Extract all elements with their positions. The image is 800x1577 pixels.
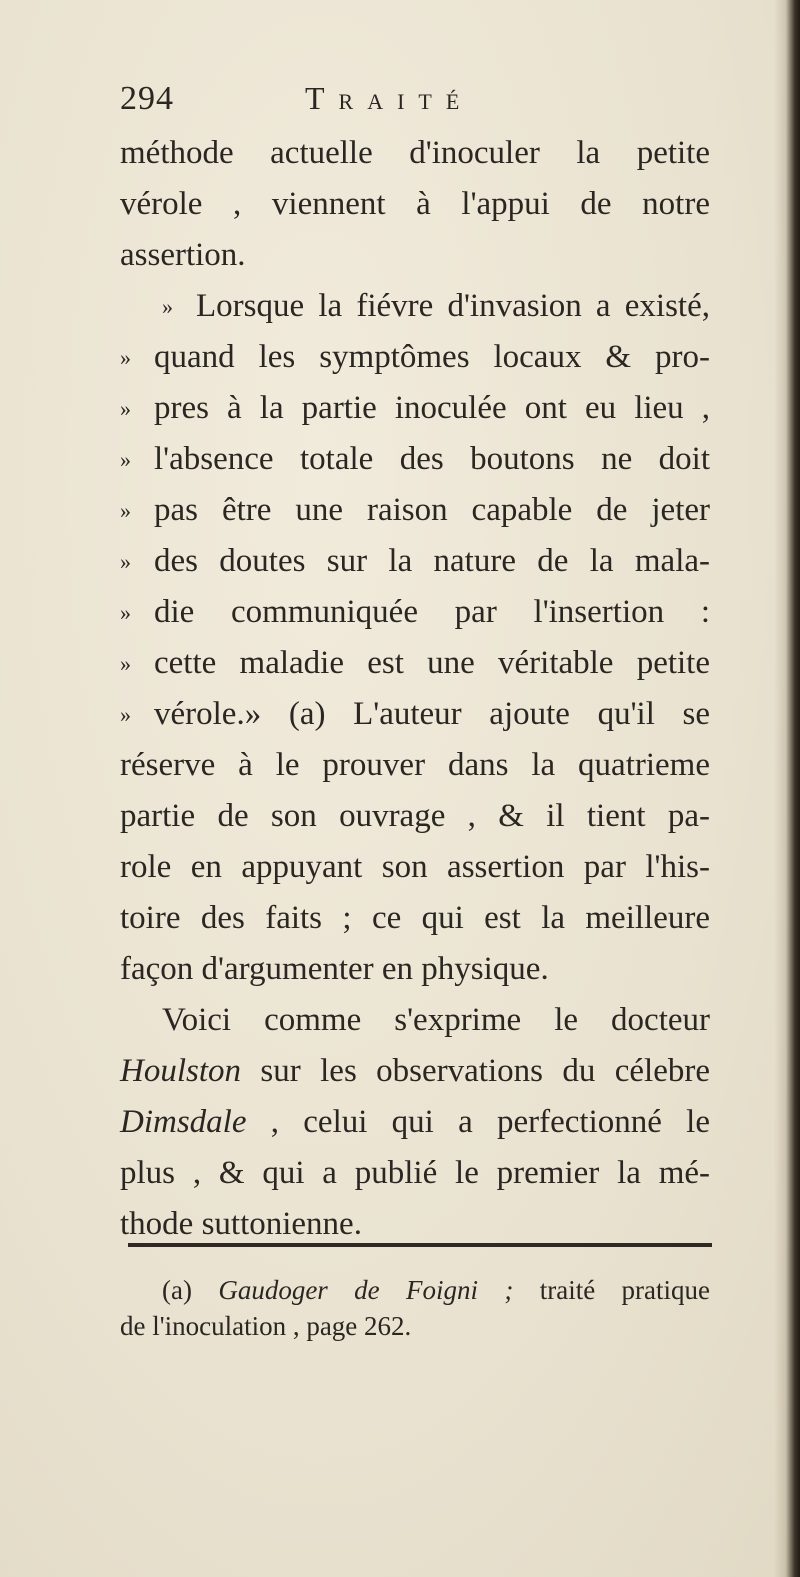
quote-line [120, 485, 710, 536]
text-line: méthode actuelle d'inoculer la petite [120, 135, 710, 171]
page-header [120, 80, 700, 124]
quote-text: vérole.» (a) L'auteur ajoute qu'il se [154, 696, 710, 732]
quote-text: des doutes sur la nature de la mala- [154, 543, 710, 579]
text-line [120, 1097, 710, 1148]
footnote-marker: (a) [162, 1275, 192, 1305]
quote-line [120, 332, 710, 383]
running-title: Traité [305, 80, 474, 116]
person-name: Dimsdale [120, 1104, 247, 1140]
quote-mark: » [120, 600, 131, 625]
quote-text: quand les symptômes locaux & pro- [154, 339, 710, 375]
footnote-title: traité pratique [513, 1275, 710, 1305]
line-text: , celui qui a perfectionné le [246, 1104, 710, 1140]
footnote [120, 1272, 710, 1344]
quote-mark: » [120, 498, 131, 523]
person-name: Houlston [120, 1053, 242, 1089]
quote-mark: » [120, 447, 131, 472]
quote-mark: » [120, 396, 131, 421]
quote-line [120, 434, 710, 485]
text-line: Voici comme s'exprime le docteur [162, 1002, 710, 1038]
quote-mark: » [120, 345, 131, 370]
quote-mark: » [120, 702, 131, 727]
text-line: façon d'argumenter en physique. [120, 951, 549, 987]
footnote-line: de l'inoculation , page 262. [120, 1311, 412, 1341]
quote-text: l'absence totale des boutons ne doit [154, 441, 710, 477]
quote-line [120, 638, 710, 689]
line-text: sur les observations du célebre [241, 1053, 710, 1089]
text-line: toire des faits ; ce qui est la meilleure [120, 900, 710, 936]
footnote-author: Gaudoger de Foigni ; [191, 1275, 514, 1305]
quote-line [120, 689, 710, 740]
quote-text: Lorsque la fiévre d'invasion a existé, [196, 288, 710, 324]
text-line: réserve à le prouver dans la quatrieme [120, 747, 710, 783]
quote-mark: » [120, 651, 131, 676]
text-line: plus , & qui a publié le premier la mé- [120, 1155, 710, 1191]
body-text [120, 128, 710, 1250]
quote-text: cette maladie est une véritable petite [154, 645, 710, 681]
text-line: vérole , viennent à l'appui de notre [120, 186, 710, 222]
quote-line [120, 587, 710, 638]
text-line: role en appuyant son assertion par l'his- [120, 849, 710, 885]
binding-gutter [774, 0, 800, 1577]
text-line: partie de son ouvrage , & il tient pa- [120, 798, 710, 834]
page-number: 294 [120, 80, 174, 117]
quote-line [120, 383, 710, 434]
quote-mark: » [120, 549, 131, 574]
text-line: thode suttonienne. [120, 1206, 362, 1242]
footnote-rule [128, 1243, 712, 1247]
quote-line [120, 536, 710, 587]
text-line: assertion. [120, 237, 246, 273]
quote-text: pas être une raison capable de jeter [154, 492, 710, 528]
quote-line [120, 281, 710, 332]
quote-text: pres à la partie inoculée ont eu lieu , [154, 390, 710, 426]
text-line [120, 1046, 710, 1097]
quote-text: die communiquée par l'insertion : [154, 594, 710, 630]
quote-mark: » [162, 294, 173, 319]
footnote-line [120, 1272, 710, 1308]
